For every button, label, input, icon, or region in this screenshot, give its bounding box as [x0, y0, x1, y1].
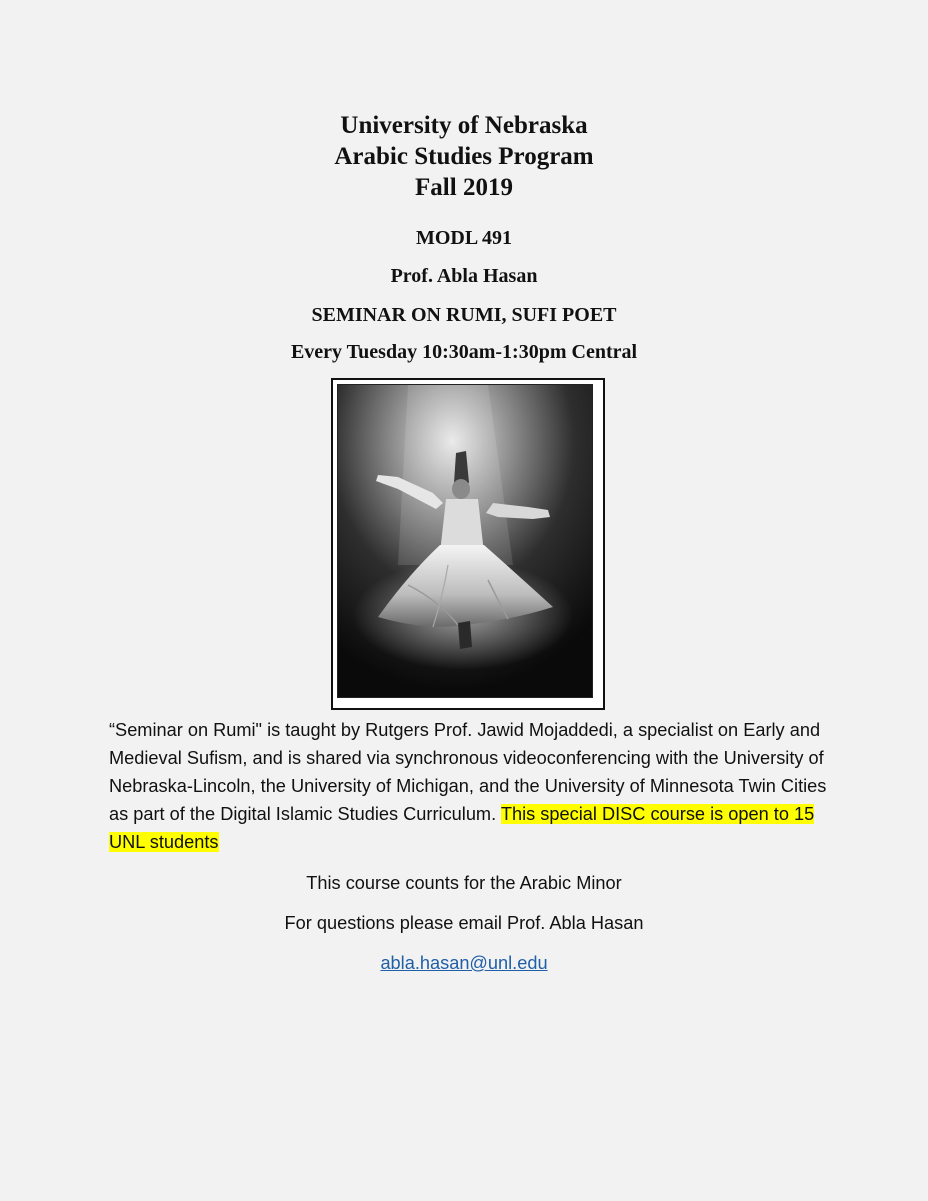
course-code: MODL 491 [415, 227, 513, 249]
description-body: “Seminar on Rumi" is taught by Rutgers Prof. Jawid Mojaddedi, a specialist on Early and Medieval Sufism, and is shared via synchronous videoconferencing with the University of Nebraska-Lincoln, the University of Michigan, and the University of Minnesota Twin Cities as part of the Digital Islamic Studies Curriculum. [109, 720, 827, 824]
professor-name: Prof. Abla Hasan [390, 265, 538, 287]
course-title: SEMINAR ON RUMI, SUFI POET [311, 304, 617, 326]
term: Fall 2019 [415, 174, 513, 201]
course-schedule: Every Tuesday 10:30am-1:30pm Central [290, 341, 638, 363]
course-description [109, 716, 829, 856]
program-name: Arabic Studies Program [334, 143, 594, 170]
flyer-title [0, 110, 928, 203]
enrollment-highlight: This special DISC course is open to 15 UNL students [109, 804, 815, 852]
university-name: University of Nebraska [340, 112, 588, 139]
email-link[interactable]: abla.hasan@unl.edu [380, 953, 548, 973]
contact-instructions: For questions please email Prof. Abla Hasan [284, 913, 644, 933]
dervish-drawing [337, 384, 593, 698]
arabic-minor-note: This course counts for the Arabic Minor [306, 873, 622, 893]
whirling-dervish-image [331, 378, 605, 710]
contact-email [0, 951, 928, 975]
